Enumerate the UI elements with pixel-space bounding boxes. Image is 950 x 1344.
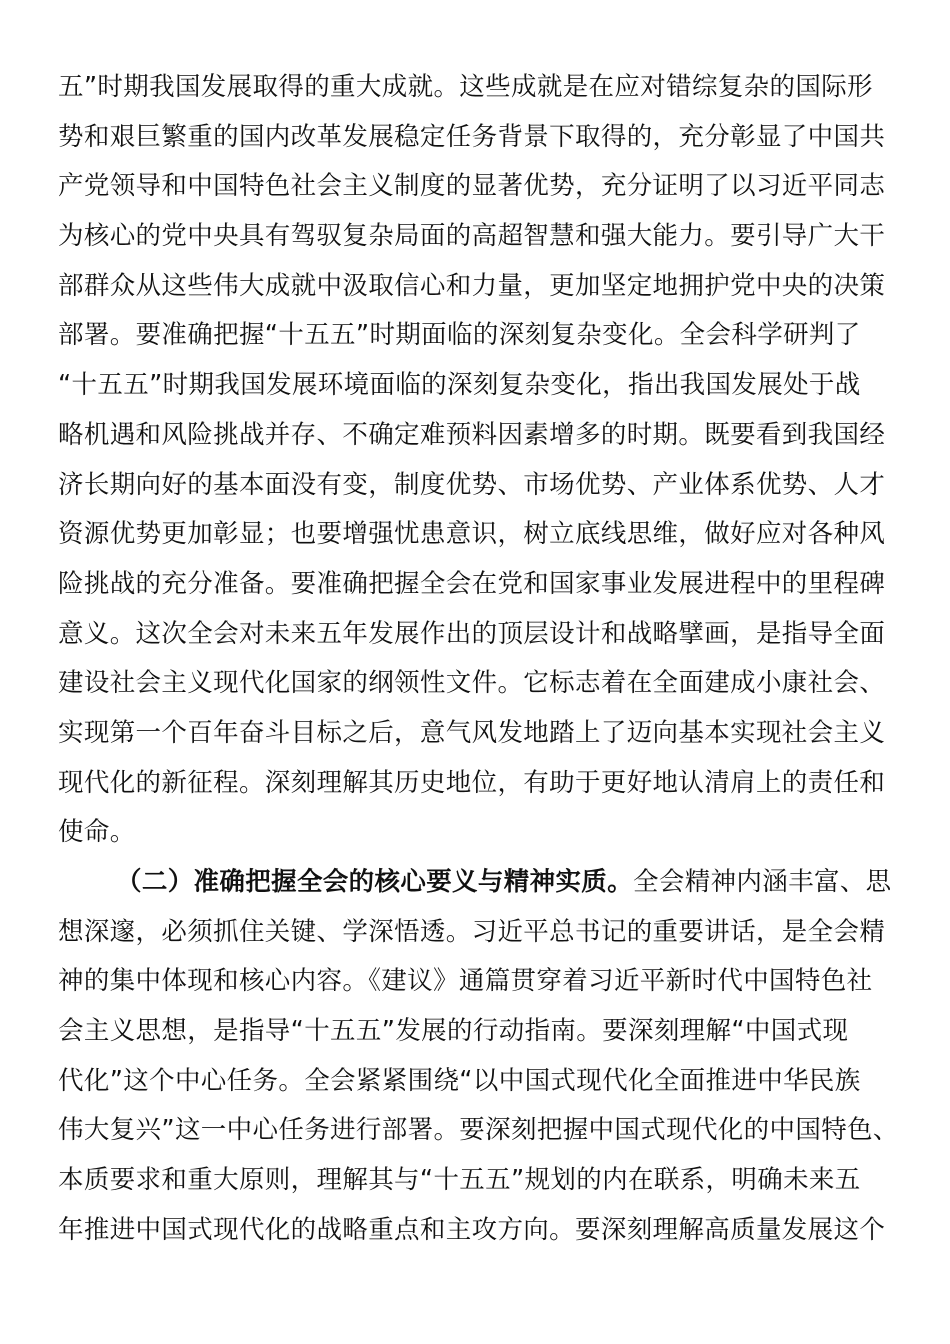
text-line: 意义。这次全会对未来五年发展作出的顶层设计和战略擘画，是指导全面 [58,618,886,649]
text-line: 伟大复兴”这一中心任务进行部署。要深刻把握中国式现代化的中国特色、 [58,1115,899,1146]
text-line: 想深邃，必须抓住关键、学深悟透。习近平总书记的重要讲话，是全会精 [58,916,886,947]
text-line: 险挑战的充分准备。要准确把握全会在党和国家事业发展进程中的里程碑 [58,568,886,599]
text-line: 部署。要准确把握“十五五”时期面临的深刻复杂变化。全会科学研判了 [58,320,861,351]
section-heading: （二）准确把握全会的核心要义与精神实质。 [116,867,634,897]
text-line: 势和艰巨繁重的国内改革发展稳定任务背景下取得的，充分彰显了中国共 [58,121,886,152]
text-line: 济长期向好的基本面没有变，制度优势、市场优势、产业体系优势、人才 [58,469,886,500]
section-heading-line [58,858,892,908]
text-line: 资源优势更加彰显；也要增强忧患意识，树立底线思维，做好应对各种风 [58,519,886,550]
text-line: 代化”这个中心任务。全会紧紧围绕“以中国式现代化全面推进中华民族 [58,1065,861,1096]
text-line: 建设社会主义现代化国家的纲领性文件。它标志着在全面建成小康社会、 [58,668,886,699]
document-page [58,63,899,1256]
text-line: 会主义思想，是指导“十五五”发展的行动指南。要深刻理解“中国式现 [58,1016,849,1047]
text-run: 全会精神内涵丰富、思 [633,867,892,897]
text-line: 年推进中国式现代化的战略重点和主攻方向。要深刻理解高质量发展这个 [58,1214,886,1245]
paragraph-2 [58,858,899,1256]
text-line: 为核心的党中央具有驾驭复杂局面的高超智慧和强大能力。要引导广大干 [58,221,886,252]
text-line: 略机遇和风险挑战并存、不确定难预料因素增多的时期。既要看到我国经 [58,419,886,450]
text-line: 使命。 [58,817,136,848]
text-line: 产党领导和中国特色社会主义制度的显著优势，充分证明了以习近平同志 [58,171,886,202]
text-line: 现代化的新征程。深刻理解其历史地位，有助于更好地认清肩上的责任和 [58,767,886,798]
text-line: 实现第一个百年奋斗目标之后，意气风发地踏上了迈向基本实现社会主义 [58,717,886,748]
text-line: 部群众从这些伟大成就中汲取信心和力量，更加坚定地拥护党中央的决策 [58,270,886,301]
text-line: 神的集中体现和核心内容。《建议》通篇贯穿着习近平新时代中国特色社 [58,966,873,997]
text-line: 本质要求和重大原则，理解其与“十五五”规划的内在联系，明确未来五 [58,1165,861,1196]
paragraph-1 [58,63,886,858]
text-line: “十五五”时期我国发展环境面临的深刻复杂变化，指出我国发展处于战 [58,370,861,401]
text-line: 五”时期我国发展取得的重大成就。这些成就是在应对错综复杂的国际形 [58,72,873,102]
